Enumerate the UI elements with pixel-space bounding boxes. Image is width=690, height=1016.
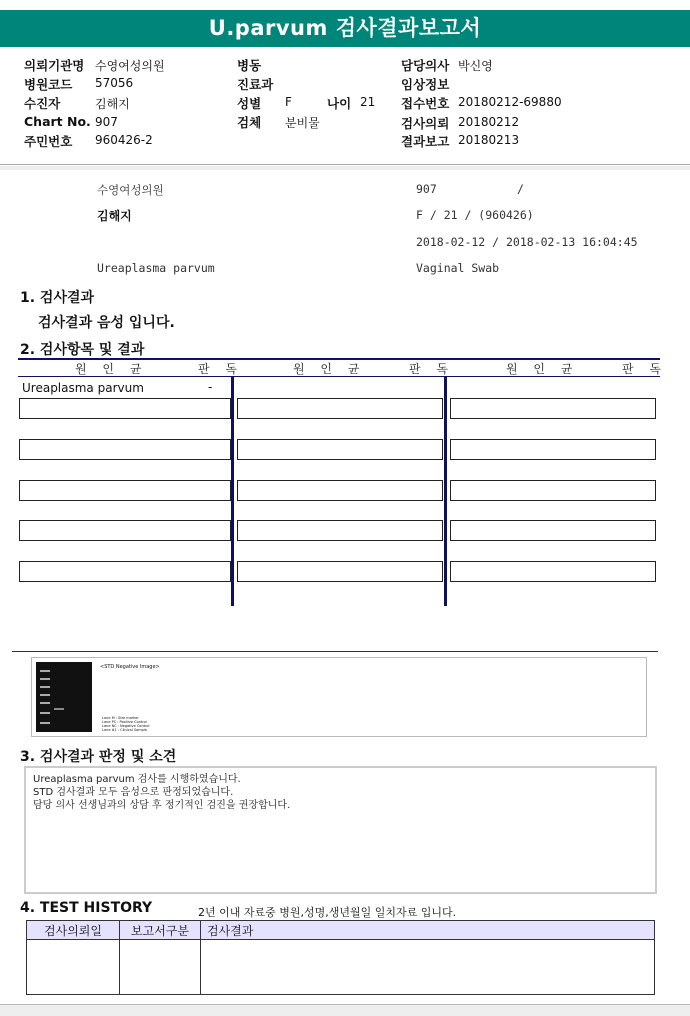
info-divider [0, 164, 690, 165]
request-label: 검사의뢰 [401, 116, 450, 131]
results-header-rule [18, 376, 660, 377]
report-title: U.parvum 검사결과보고서 [0, 10, 690, 47]
result-box [237, 398, 443, 419]
col1-pathogen-header: 원 인 균 [75, 362, 148, 376]
col3-pathogen-header: 원 인 균 [506, 362, 579, 376]
result-box [19, 520, 231, 541]
result-box [19, 480, 231, 501]
report-date-value: 20180213 [458, 133, 520, 147]
col1-reading-header: 판 독 [198, 362, 243, 376]
chart-label: Chart No. [24, 114, 91, 129]
section4-title: 4. TEST HISTORY [20, 900, 153, 916]
id-label: 주민번호 [24, 134, 73, 149]
opinion-box [24, 766, 657, 894]
result-box [450, 520, 656, 541]
result-box [237, 561, 443, 582]
patient-value: 김해지 [95, 97, 130, 111]
sex-value: F [285, 95, 292, 109]
summary-dates: 2018-02-12 / 2018-02-13 16:04:45 [416, 235, 638, 249]
summary-slash: / [517, 182, 524, 196]
result-box [450, 561, 656, 582]
section1-result: 검사결과 음성 입니다. [38, 315, 175, 331]
hospital-label: 의뢰기관명 [24, 58, 85, 73]
gel-legend-line: Lane #1 : Clinical Sample [102, 728, 147, 732]
col2-pathogen-header: 원 인 균 [293, 362, 366, 376]
gel-title: <STD Negative Image> [100, 664, 160, 670]
result-box [450, 439, 656, 460]
history-header-date: 검사의뢰일 [27, 921, 120, 940]
id-value: 960426-2 [95, 133, 153, 147]
summary-test: Ureaplasma parvum [97, 261, 215, 275]
section1-title: 1. 검사결과 [20, 290, 95, 306]
history-cell [27, 940, 120, 995]
code-label: 병원코드 [24, 77, 73, 92]
age-label: 나이 [327, 96, 352, 111]
gel-legend-line: Lane M : Size marker [102, 716, 139, 720]
info-divider-shadow [0, 166, 690, 170]
specimen-label: 검체 [237, 115, 262, 130]
dept-label: 진료과 [237, 77, 274, 92]
opinion-line: STD 검사결과 모두 음성으로 판정되었습니다. [33, 787, 234, 798]
summary-sex-age: F / 21 / (960426) [416, 208, 534, 222]
opinion-line: Ureaplasma parvum 검사를 시행하였습니다. [33, 774, 241, 785]
result-box [19, 439, 231, 460]
page-footer-bar [0, 1004, 690, 1016]
result-box [237, 439, 443, 460]
col3-reading-header: 판 독 [622, 362, 667, 376]
result-box [19, 561, 231, 582]
request-value: 20180212 [458, 115, 520, 129]
summary-hospital: 수영여성의원 [97, 183, 164, 197]
report-date-label: 결과보고 [401, 134, 450, 149]
history-table [26, 920, 655, 995]
result-box [450, 398, 656, 419]
summary-patient: 김해지 [97, 209, 132, 223]
history-cell [201, 940, 655, 995]
col2-reading-header: 판 독 [409, 362, 454, 376]
age-value: 21 [360, 95, 376, 109]
history-header-type: 보고서구분 [120, 921, 201, 940]
summary-specimen: Vaginal Swab [416, 261, 500, 275]
sex-label: 성별 [237, 96, 262, 111]
receipt-label: 접수번호 [401, 96, 450, 111]
history-header-result: 검사결과 [201, 921, 655, 940]
result-box [237, 480, 443, 501]
gel-image [36, 662, 92, 732]
hospital-value: 수영여성의원 [95, 59, 165, 73]
gel-image-frame [31, 657, 647, 737]
history-cell [120, 940, 201, 995]
section2-title: 2. 검사항목 및 결과 [20, 342, 145, 358]
specimen-value: 분비물 [285, 116, 320, 130]
section4-note: 2년 이내 자료중 병원,성명,생년월일 일치자료 입니다. [198, 906, 457, 919]
receipt-value: 20180212-69880 [458, 95, 562, 109]
section3-title: 3. 검사결과 판정 및 소견 [20, 749, 177, 765]
gel-top-rule [12, 651, 658, 652]
result-box [19, 398, 231, 419]
opinion-line: 담당 의사 선생님과의 상담 후 정기적인 검진을 권장합니다. [33, 800, 291, 811]
doctor-value: 박신영 [458, 59, 493, 73]
gel-legend-line: Lane PC : Positive Control [102, 720, 147, 724]
gel-legend-line: Lane NC : Negative Control [102, 724, 150, 728]
first-pathogen: Ureaplasma parvum [22, 381, 144, 395]
doctor-label: 담당의사 [401, 58, 450, 73]
clinical-label: 임상정보 [401, 77, 450, 92]
first-reading: - [208, 380, 213, 394]
results-divider-1 [231, 377, 234, 606]
patient-label: 수진자 [24, 96, 61, 111]
code-value: 57056 [95, 76, 134, 90]
chart-value: 907 [95, 115, 118, 129]
gel-legend [102, 716, 150, 732]
result-box [450, 480, 656, 501]
result-box [237, 520, 443, 541]
summary-chart: 907 [416, 182, 437, 196]
ward-label: 병동 [237, 58, 262, 73]
results-divider-2 [444, 377, 447, 606]
